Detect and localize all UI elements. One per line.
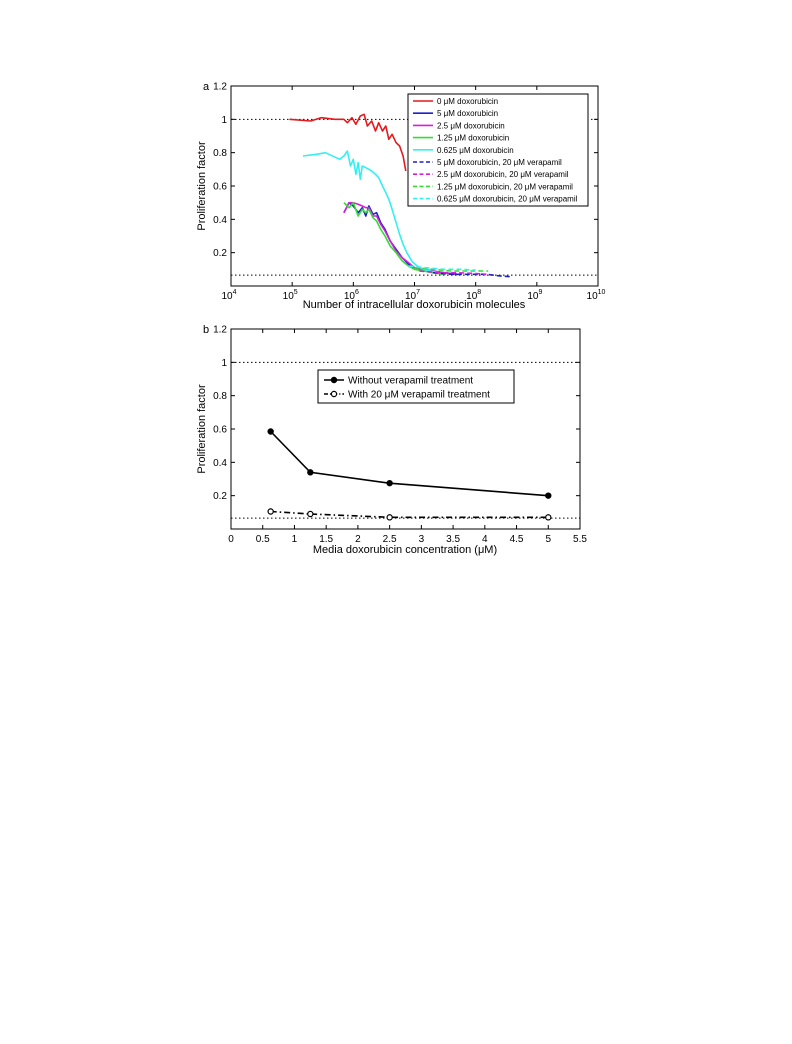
y-tick-label-a-1: 0.4	[213, 214, 227, 226]
legend-label-a-0: 0 μM doxorubicin	[437, 97, 499, 106]
x-tick-label-a-5: $10^9$	[527, 289, 543, 302]
x-tick-label-a-2: $10^6$	[343, 289, 359, 302]
legend-label-a-2: 2.5 μM doxorubicin	[437, 121, 505, 131]
data-point-b-1-1	[308, 511, 313, 516]
x-axis-label-a: Number of intracellular doxorubicin molecules	[302, 299, 526, 311]
x-tick-label-b-3: 1.5	[319, 534, 334, 545]
y-tick-label-b-2: 0.6	[213, 424, 227, 436]
panel-label-b: b	[203, 324, 210, 336]
data-point-b-0-1	[308, 470, 313, 475]
data-point-b-0-2	[387, 481, 392, 486]
y-tick-label-a-3: 0.8	[213, 148, 227, 160]
legend-label-a-7: 1.25 μM doxorubicin, 20 μM verapamil	[437, 182, 573, 192]
y-tick-label-b-1: 0.4	[213, 457, 227, 469]
x-axis-label-b: Media doxorubicin concentration (μM)	[312, 544, 498, 556]
x-tick-label-b-6: 3	[418, 534, 425, 545]
x-tick-label-b-0: 0	[228, 534, 234, 545]
legend-b	[318, 370, 514, 403]
panel-label-a: a	[203, 81, 210, 93]
panel-b	[196, 324, 587, 556]
series-line-a-0	[289, 114, 405, 171]
series-group-b	[268, 429, 551, 520]
x-tick-label-b-8: 4	[482, 534, 488, 545]
legend-marker-b-1	[331, 391, 336, 396]
y-axis-label-b: Proliferation factor	[196, 384, 208, 474]
legend-label-a-1: 5 μM doxorubicin	[437, 109, 499, 119]
legend-label-a-4: 0.625 μM doxorubicin	[437, 145, 514, 155]
data-point-b-1-2	[387, 515, 392, 520]
y-tick-label-a-0: 0.2	[213, 248, 227, 260]
y-tick-label-b-4: 1	[221, 357, 227, 369]
x-tick-label-b-10: 5	[545, 534, 552, 545]
legend-label-a-3: 1.25 μM doxorubicin	[437, 133, 510, 143]
y-tick-label-b-5: 1.2	[213, 324, 227, 336]
series-line-b-0	[271, 432, 549, 496]
legend-label-b-0: Without verapamil treatment	[348, 375, 474, 387]
legend-label-a-5: 5 μM doxorubicin, 20 μM verapamil	[437, 158, 562, 167]
plot-area-b	[231, 329, 580, 529]
legend-a	[408, 94, 588, 206]
y-ticks-b	[213, 325, 580, 503]
legend-label-b-1: With 20 μM verapamil treatment	[348, 389, 490, 401]
data-point-b-1-0	[268, 509, 273, 514]
x-tick-label-b-9: 4.5	[509, 534, 524, 545]
legend-label-a-8: 0.625 μM doxorubicin, 20 μM verapamil	[437, 194, 578, 204]
x-tick-label-a-0: $10^4$	[221, 289, 237, 302]
panel-a	[196, 81, 606, 311]
x-tick-label-a-1: $10^5$	[282, 289, 298, 302]
legend-marker-b-0	[331, 377, 336, 382]
x-tick-label-b-5: 2.5	[382, 534, 397, 545]
y-tick-label-a-2: 0.6	[213, 181, 227, 193]
x-ticks-b	[228, 329, 587, 545]
x-tick-label-a-6: $10^{10}$	[586, 289, 606, 302]
legend-label-a-6: 2.5 μM doxorubicin, 20 μM verapamil	[437, 170, 569, 180]
y-tick-label-b-3: 0.8	[213, 391, 227, 403]
data-point-b-0-0	[268, 429, 273, 434]
y-tick-label-a-4: 1	[221, 114, 227, 126]
x-tick-label-b-7: 3.5	[446, 534, 461, 545]
y-axis-label-a: Proliferation factor	[196, 141, 208, 231]
x-tick-label-a-4: $10^8$	[466, 289, 482, 302]
x-tick-label-a-3: $10^7$	[404, 289, 421, 302]
y-tick-label-a-5: 1.2	[213, 81, 227, 93]
data-point-b-0-3	[546, 493, 551, 498]
y-tick-label-b-0: 0.2	[213, 491, 227, 503]
x-tick-label-b-1: 0.5	[255, 534, 270, 545]
data-point-b-1-3	[546, 515, 551, 520]
x-tick-label-b-4: 2	[355, 534, 361, 545]
x-tick-label-b-11: 5.5	[573, 534, 587, 545]
x-tick-label-b-2: 1	[291, 534, 298, 545]
